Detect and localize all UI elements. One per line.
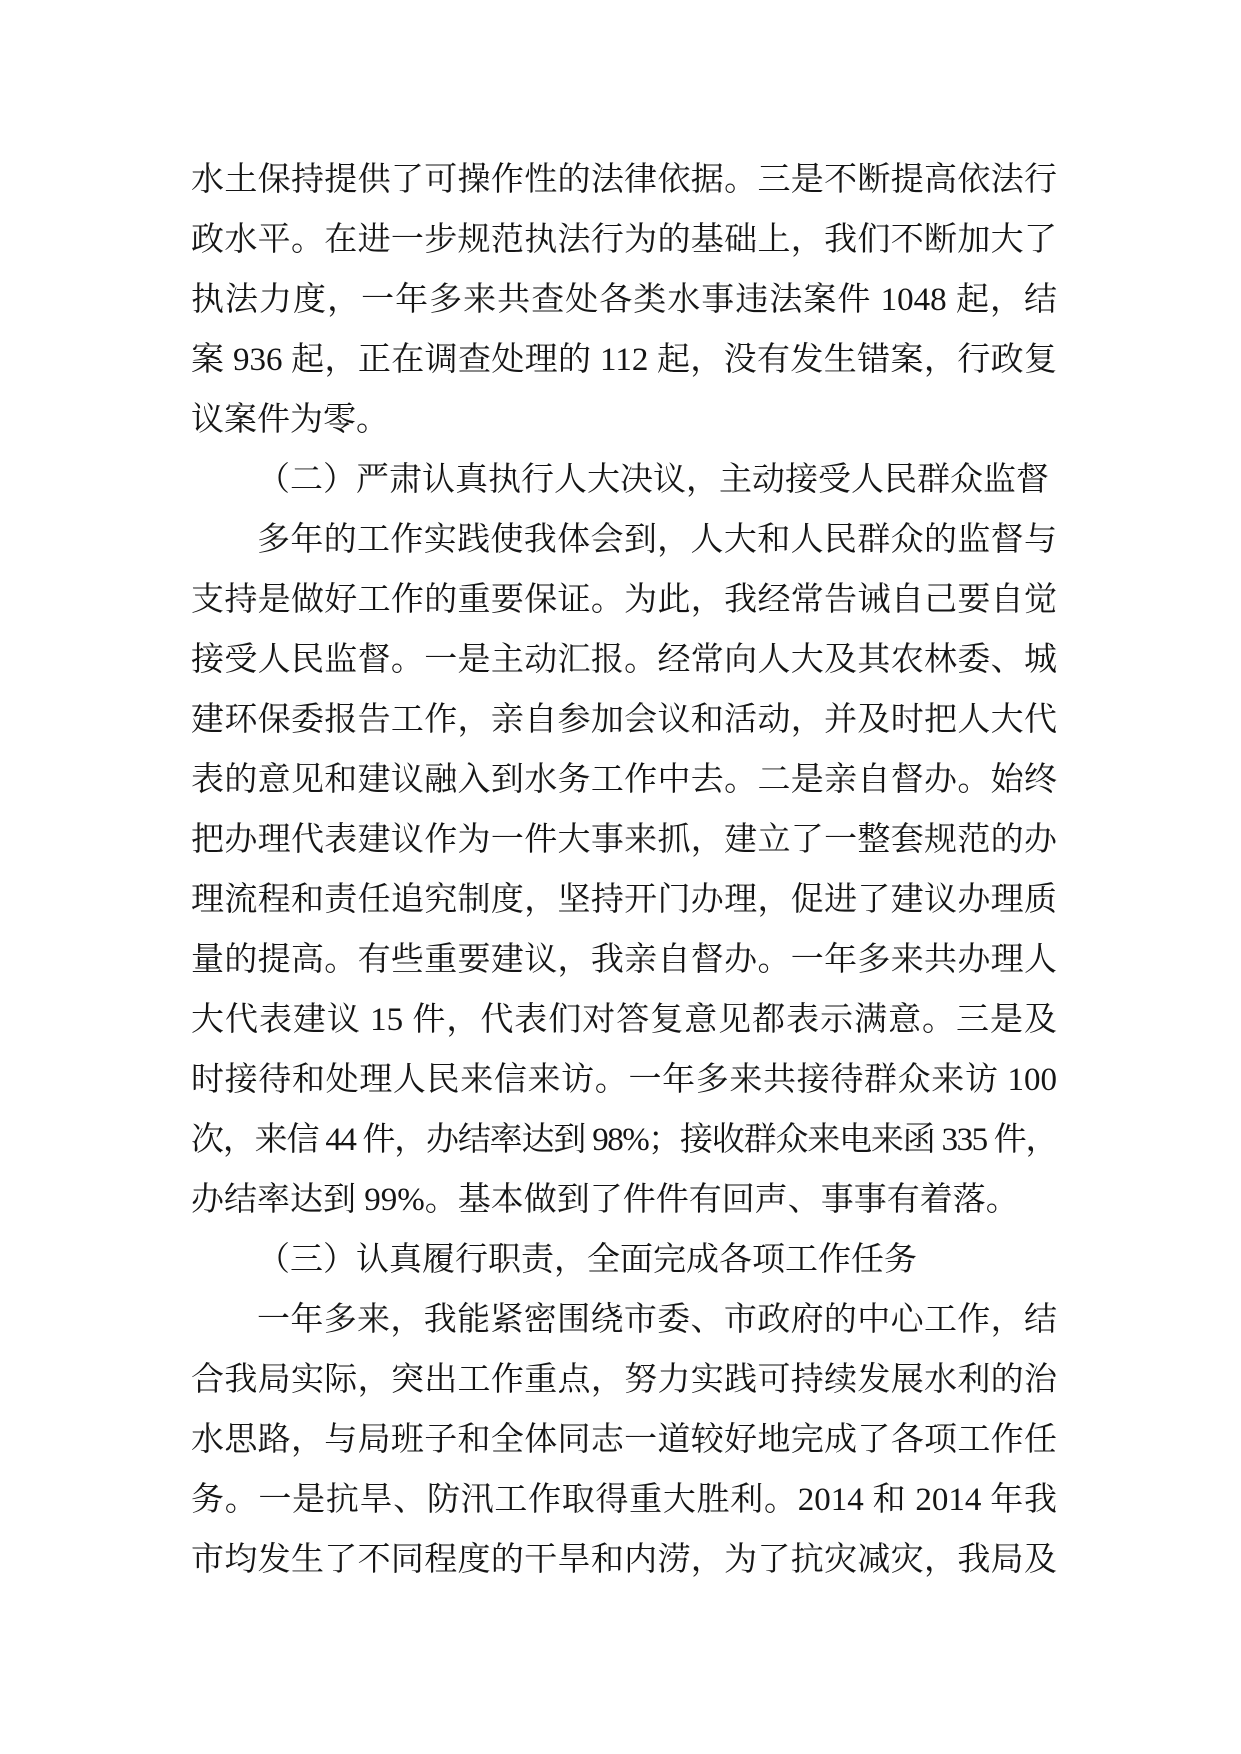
paragraph-line: 表的意见和建议融入到水务工作中去。二是亲自督办。始终 <box>191 762 1057 798</box>
paragraph-line: 次，来信 44 件，办结率达到 98%；接收群众来电来函 335 件， <box>191 1122 1057 1158</box>
paragraph-line: 量的提高。有些重要建议，我亲自督办。一年多来共办理人 <box>191 942 1057 978</box>
paragraph-line: 理流程和责任追究制度，坚持开门办理，促进了建议办理质 <box>191 882 1057 918</box>
paragraph-line: 多年的工作实践使我体会到，人大和人民群众的监督与 <box>257 522 1057 558</box>
paragraph-line: 水思路，与局班子和全体同志一道较好地完成了各项工作任 <box>191 1422 1057 1458</box>
paragraph-line: 建环保委报告工作，亲自参加会议和活动，并及时把人大代 <box>191 702 1057 738</box>
paragraph-line: 水土保持提供了可操作性的法律依据。三是不断提高依法行 <box>191 162 1057 198</box>
paragraph-line: 支持是做好工作的重要保证。为此，我经常告诫自己要自觉 <box>191 582 1057 618</box>
paragraph-line: 案 936 起，正在调查处理的 112 起，没有发生错案，行政复 <box>191 342 1057 378</box>
paragraph-line: 合我局实际，突出工作重点，努力实践可持续发展水利的治 <box>191 1362 1057 1398</box>
paragraph-line: 接受人民监督。一是主动汇报。经常向人大及其农林委、城 <box>191 642 1057 678</box>
section-heading: （二）严肃认真执行人大决议，主动接受人民群众监督 <box>257 462 1049 498</box>
paragraph-line: 时接待和处理人民来信来访。一年多来共接待群众来访 100 <box>191 1062 1057 1098</box>
text-body <box>191 150 1057 1590</box>
paragraph-line: 市均发生了不同程度的干旱和内涝，为了抗灾减灾，我局及 <box>191 1542 1057 1578</box>
paragraph-line: 议案件为零。 <box>191 402 389 438</box>
paragraph-line: 政水平。在进一步规范执法行为的基础上，我们不断加大了 <box>191 222 1057 258</box>
paragraph-line: 执法力度，一年多来共查处各类水事违法案件 1048 起，结 <box>191 282 1057 318</box>
paragraph-line: 一年多来，我能紧密围绕市委、市政府的中心工作，结 <box>257 1302 1057 1338</box>
paragraph-line: 把办理代表建议作为一件大事来抓，建立了一整套规范的办 <box>191 822 1057 858</box>
paragraph-line: 务。一是抗旱、防汛工作取得重大胜利。2014 和 2014 年我 <box>191 1482 1057 1518</box>
section-heading: （三）认真履行职责，全面完成各项工作任务 <box>257 1242 917 1278</box>
paragraph-line: 办结率达到 99%。基本做到了件件有回声、事事有着落。 <box>191 1182 1019 1218</box>
paragraph-line: 大代表建议 15 件，代表们对答复意见都表示满意。三是及 <box>191 1002 1057 1038</box>
